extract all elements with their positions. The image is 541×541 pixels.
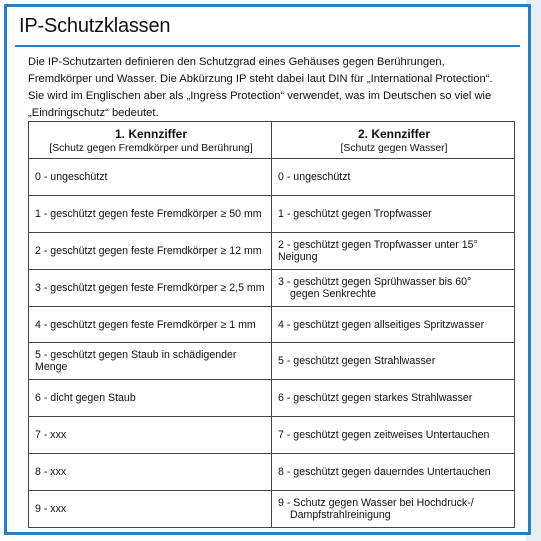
col2-header bbox=[272, 122, 515, 159]
second-digit-text: 4 - geschützt gegen allseitiges Spritzwasser bbox=[278, 318, 485, 331]
second-digit-cell bbox=[272, 454, 515, 491]
first-digit-text: 1 - geschützt gegen feste Fremdkörper ≥ 50 mm bbox=[35, 207, 262, 220]
table-row bbox=[29, 306, 515, 343]
table-row bbox=[29, 195, 515, 232]
second-digit-cell bbox=[272, 343, 515, 380]
first-digit-cell bbox=[29, 195, 272, 232]
first-digit-text: 3 - geschützt gegen feste Fremdkörper ≥ 2,5 mm bbox=[35, 281, 265, 294]
second-digit-cell bbox=[272, 232, 515, 269]
col1-heading: 1. Kennziffer bbox=[114, 126, 187, 141]
first-digit-cell bbox=[29, 343, 272, 380]
first-digit-text: 2 - geschützt gegen feste Fremdkörper ≥ 12 mm bbox=[35, 244, 262, 257]
table-row bbox=[29, 269, 515, 306]
col1-header bbox=[29, 122, 272, 159]
second-digit-text: 0 - ungeschützt bbox=[278, 170, 351, 183]
table-row bbox=[29, 380, 515, 417]
table-row bbox=[29, 454, 515, 491]
second-digit-cell bbox=[272, 269, 515, 306]
first-digit-text: 8 - xxx bbox=[35, 466, 67, 479]
second-digit-cell bbox=[272, 159, 515, 196]
first-digit-text: 4 - geschützt gegen feste Fremdkörper ≥ 1 mm bbox=[35, 318, 256, 331]
second-digit-cell bbox=[272, 491, 515, 528]
second-digit-text: 8 - geschützt gegen dauerndes Untertauchen bbox=[278, 466, 491, 479]
first-digit-cell bbox=[29, 417, 272, 454]
second-digit-text: 2 - geschützt gegen Tropfwasser unter 15° Neigung bbox=[278, 238, 478, 263]
col1-subheading: [Schutz gegen Fremdkörper und Berührung] bbox=[49, 142, 253, 154]
second-digit-text-continued: Dampfstrahlreinigung bbox=[290, 508, 391, 521]
first-digit-text: 0 - ungeschützt bbox=[35, 170, 108, 183]
table-row bbox=[29, 491, 515, 528]
second-digit-text: 1 - geschützt gegen Tropfwasser bbox=[278, 207, 432, 220]
table-row bbox=[29, 417, 515, 454]
first-digit-text: 5 - geschützt gegen Staub in schädigender Menge bbox=[35, 349, 237, 374]
table-row bbox=[29, 232, 515, 269]
second-digit-text: 6 - geschützt gegen starkes Strahlwasser bbox=[278, 392, 473, 405]
ip-class-table bbox=[28, 121, 515, 528]
first-digit-text: 6 - dicht gegen Staub bbox=[35, 392, 136, 405]
first-digit-text: 7 - xxx bbox=[35, 429, 67, 442]
second-digit-cell bbox=[272, 380, 515, 417]
page-title: IP-Schutzklassen bbox=[19, 15, 171, 37]
table-row bbox=[29, 343, 515, 380]
first-digit-cell bbox=[29, 232, 272, 269]
table-header-row bbox=[29, 122, 515, 159]
table-row bbox=[29, 159, 515, 196]
second-digit-cell bbox=[272, 417, 515, 454]
second-digit-cell bbox=[272, 306, 515, 343]
title-divider bbox=[15, 45, 520, 47]
first-digit-cell bbox=[29, 306, 272, 343]
first-digit-cell bbox=[29, 380, 272, 417]
second-digit-text-continued: gegen Senkrechte bbox=[290, 287, 376, 300]
second-digit-cell bbox=[272, 195, 515, 232]
col2-heading: 2. Kennziffer bbox=[357, 126, 430, 141]
second-digit-text: 9 - Schutz gegen Wasser bei Hochdruck-/ bbox=[278, 496, 474, 509]
intro-paragraph: Die IP-Schutzarten definieren den Schutzgrad eines Gehäuses gegen Berührungen, Fremdkörper und Wasser. Die Abkürzung IP steht dabei laut DIN für „International Protection“. Sie wird im Englischen aber als „Ingress Protection“ verwendet, was im Deutschen so viel wie „Eindringschutz“ bedeutet. bbox=[28, 56, 493, 119]
second-digit-text: 7 - geschützt gegen zeitweises Untertauchen bbox=[278, 429, 490, 442]
first-digit-cell bbox=[29, 159, 272, 196]
second-digit-text: 3 - geschützt gegen Sprühwasser bis 60° bbox=[278, 275, 472, 288]
second-digit-text: 5 - geschützt gegen Strahlwasser bbox=[278, 355, 436, 368]
first-digit-cell bbox=[29, 491, 272, 528]
first-digit-cell bbox=[29, 269, 272, 306]
first-digit-cell bbox=[29, 454, 272, 491]
first-digit-text: 9 - xxx bbox=[35, 502, 67, 515]
col2-subheading: [Schutz gegen Wasser] bbox=[340, 142, 448, 154]
